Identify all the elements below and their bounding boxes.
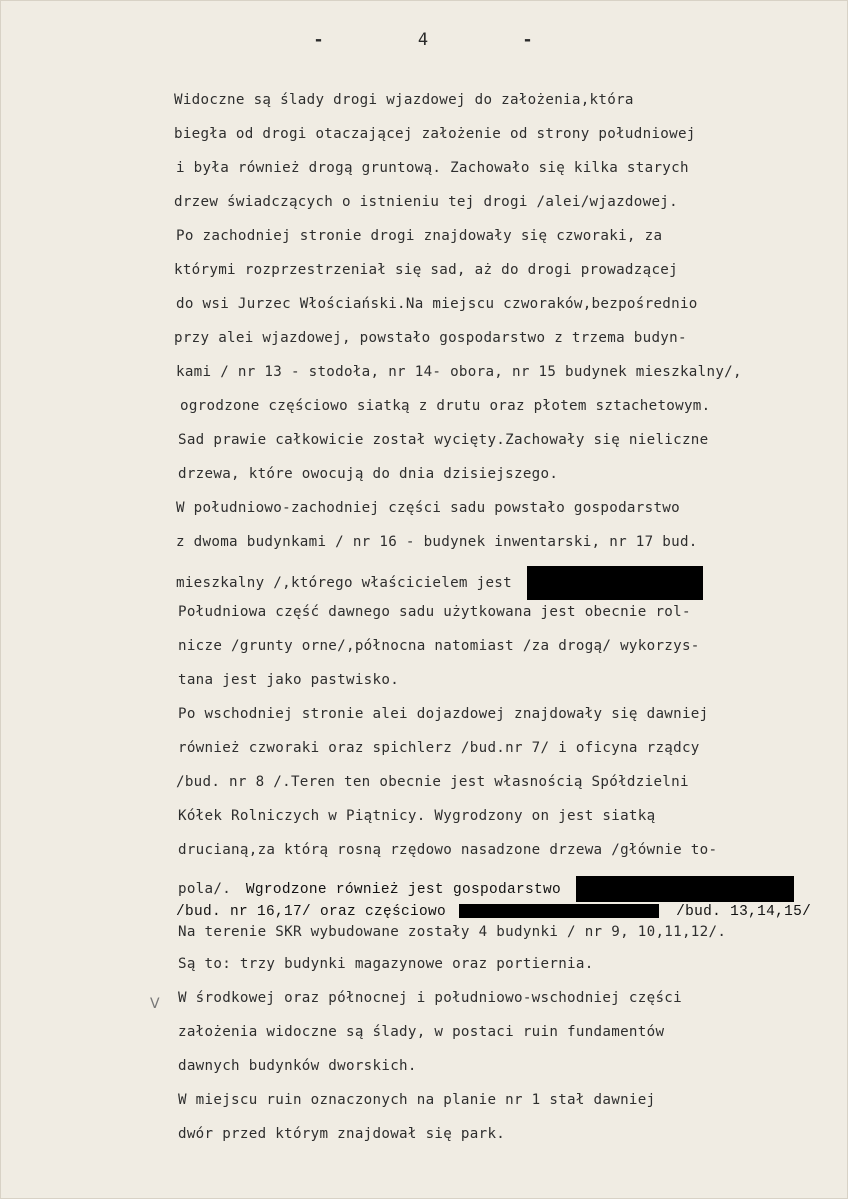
redaction-block xyxy=(459,904,659,918)
text-fragment: pola/. xyxy=(178,881,232,897)
margin-check-mark: V xyxy=(150,996,160,1012)
text-line: Południowa część dawnego sadu użytkowana jest obecnie rol- xyxy=(178,604,691,620)
text-line: przy alei wjazdowej, powstało gospodarstwo z trzema budyn- xyxy=(174,330,687,346)
text-line: drzewa, które owocują do dnia dzisiejszego. xyxy=(178,466,559,482)
typed-insert: /bud. nr 16,17/ oraz częściowo xyxy=(176,904,447,920)
text-line: dawnych budynków dworskich. xyxy=(178,1058,417,1074)
text-line: W środkowej oraz północnej i południowo-wschodniej części xyxy=(178,990,682,1006)
header-dash-right: - xyxy=(522,30,535,50)
text-line: z dwoma budynkami / nr 16 - budynek inwentarski, nr 17 bud. xyxy=(176,534,698,550)
text-line: i była również drogą gruntową. Zachowało się kilka starych xyxy=(176,160,689,176)
text-line: Są to: trzy budynki magazynowe oraz portiernia. xyxy=(178,956,594,972)
header-dash-left: - xyxy=(313,30,326,50)
text-line: ogrodzone częściowo siatką z drutu oraz płotem sztachetowym. xyxy=(180,398,711,414)
page-header xyxy=(0,30,848,50)
text-line: Kółek Rolniczych w Piątnicy. Wygrodzony on jest siatką xyxy=(178,808,656,824)
text-line: W miejscu ruin oznaczonych na planie nr 1 stał dawniej xyxy=(178,1092,656,1108)
text-fragment: mieszkalny /,którego właścicielem jest xyxy=(176,575,512,591)
text-line: dwór przed którym znajdował się park. xyxy=(178,1126,506,1142)
redaction-block xyxy=(527,566,703,600)
typed-insert: Wgrodzone również jest gospodarstwo xyxy=(245,882,561,898)
text-line-with-redaction xyxy=(176,566,703,600)
text-line-with-redaction xyxy=(178,876,794,902)
text-line: do wsi Jurzec Włościański.Na miejscu czworaków,bezpośrednio xyxy=(176,296,698,312)
text-line: tana jest jako pastwisko. xyxy=(178,672,400,688)
text-line: Sad prawie całkowicie został wycięty.Zachowały się nieliczne xyxy=(178,432,709,448)
text-line: drucianą,za którą rosną rzędowo nasadzone drzewa /głównie to- xyxy=(178,842,718,858)
text-line: założenia widoczne są ślady, w postaci ruin fundamentów xyxy=(178,1024,665,1040)
redaction-block xyxy=(576,876,794,902)
text-line: Po zachodniej stronie drogi znajdowały się czworaki, za xyxy=(176,228,663,244)
text-line: /bud. nr 8 /.Teren ten obecnie jest własnością Spółdzielni xyxy=(176,774,689,790)
typed-insert: /bud. 13,14,15/ xyxy=(676,904,812,920)
text-line-with-redaction xyxy=(176,904,811,920)
text-line: również czworaki oraz spichlerz /bud.nr 7/ i oficyna rządcy xyxy=(178,740,700,756)
text-line: Na terenie SKR wybudowane zostały 4 budynki / nr 9, 10,11,12/. xyxy=(178,924,727,940)
text-line: biegła od drogi otaczającej założenie od strony południowej xyxy=(174,126,696,142)
text-line: W południowo-zachodniej części sadu powstało gospodarstwo xyxy=(176,500,680,516)
text-line: nicze /grunty orne/,północna natomiast /za drogą/ wykorzys- xyxy=(178,638,700,654)
page-number: 4 xyxy=(417,30,431,50)
text-line: którymi rozprzestrzeniał się sad, aż do drogi prowadzącej xyxy=(174,262,678,278)
text-line: Po wschodniej stronie alei dojazdowej znajdowały się dawniej xyxy=(178,706,709,722)
text-line: kami / nr 13 - stodoła, nr 14- obora, nr 15 budynek mieszkalny/, xyxy=(176,364,742,380)
text-line: Widoczne są ślady drogi wjazdowej do założenia,która xyxy=(174,92,634,108)
text-line: drzew świadczących o istnieniu tej drogi /alei/wjazdowej. xyxy=(174,194,678,210)
